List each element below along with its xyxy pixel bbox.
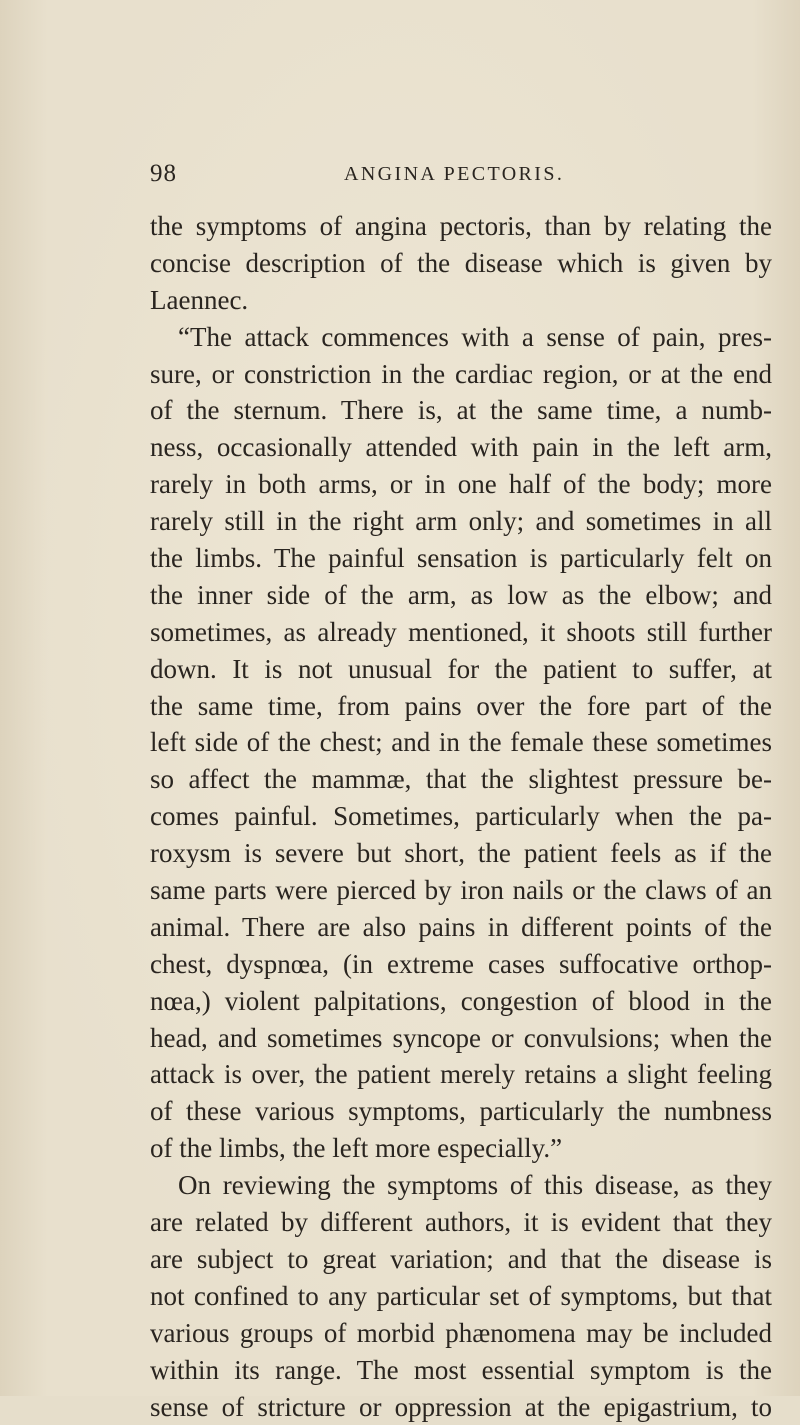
text-line: within its range. The most essential symptom is the	[150, 1352, 772, 1389]
text-line: nœa,) violent palpitations, congestion of blood in the	[150, 983, 772, 1020]
page-header	[150, 160, 750, 200]
text-line: sometimes, as already mentioned, it shoots still further	[150, 614, 772, 651]
text-line: are subject to great variation; and that the disease is	[150, 1241, 772, 1278]
text-line: same parts were pierced by iron nails or the claws of an	[150, 872, 772, 909]
text-line: head, and sometimes syncope or convulsions; when the	[150, 1020, 772, 1057]
running-title: ANGINA PECTORIS.	[344, 163, 564, 186]
text-line: the same time, from pains over the fore part of the	[150, 688, 772, 725]
text-line: not confined to any particular set of symptoms, but that	[150, 1278, 772, 1315]
text-line: “The attack commences with a sense of pain, pres-	[150, 319, 772, 356]
text-line: rarely still in the right arm only; and sometimes in all	[150, 503, 772, 540]
text-line: animal. There are also pains in different points of the	[150, 909, 772, 946]
text-line: ness, occasionally attended with pain in the left arm,	[150, 429, 772, 466]
text-line: the inner side of the arm, as low as the elbow; and	[150, 577, 772, 614]
page-number: 98	[150, 160, 177, 188]
text-line: attack is over, the patient merely retains a slight feeling	[150, 1056, 772, 1093]
text-line: On reviewing the symptoms of this disease, as they	[150, 1167, 772, 1204]
text-line: various groups of morbid phænomena may be included	[150, 1315, 772, 1352]
text-line: roxysm is severe but short, the patient feels as if the	[150, 835, 772, 872]
text-line: sure, or constriction in the cardiac region, or at the end	[150, 356, 772, 393]
text-line: the symptoms of angina pectoris, than by relating the	[150, 208, 772, 245]
text-line: Laennec.	[150, 282, 772, 319]
text-line: comes painful. Sometimes, particularly when the pa-	[150, 798, 772, 835]
text-line: are related by different authors, it is evident that they	[150, 1204, 772, 1241]
text-line: rarely in both arms, or in one half of the body; more	[150, 466, 772, 503]
text-line: left side of the chest; and in the female these sometimes	[150, 724, 772, 761]
text-line: of the limbs, the left more especially.”	[150, 1130, 772, 1167]
text-line: so affect the mammæ, that the slightest pressure be-	[150, 761, 772, 798]
text-line: of the sternum. There is, at the same time, a numb-	[150, 392, 772, 429]
text-line: chest, dyspnœa, (in extreme cases suffocative orthop-	[150, 946, 772, 983]
text-line: concise description of the disease which is given by	[150, 245, 772, 282]
body-text	[150, 208, 772, 1425]
text-line: of these various symptoms, particularly the numbness	[150, 1093, 772, 1130]
text-line: the limbs. The painful sensation is particularly felt on	[150, 540, 772, 577]
text-line: down. It is not unusual for the patient to suffer, at	[150, 651, 772, 688]
text-line: sense of stricture or oppression at the epigastrium, to	[150, 1389, 772, 1425]
